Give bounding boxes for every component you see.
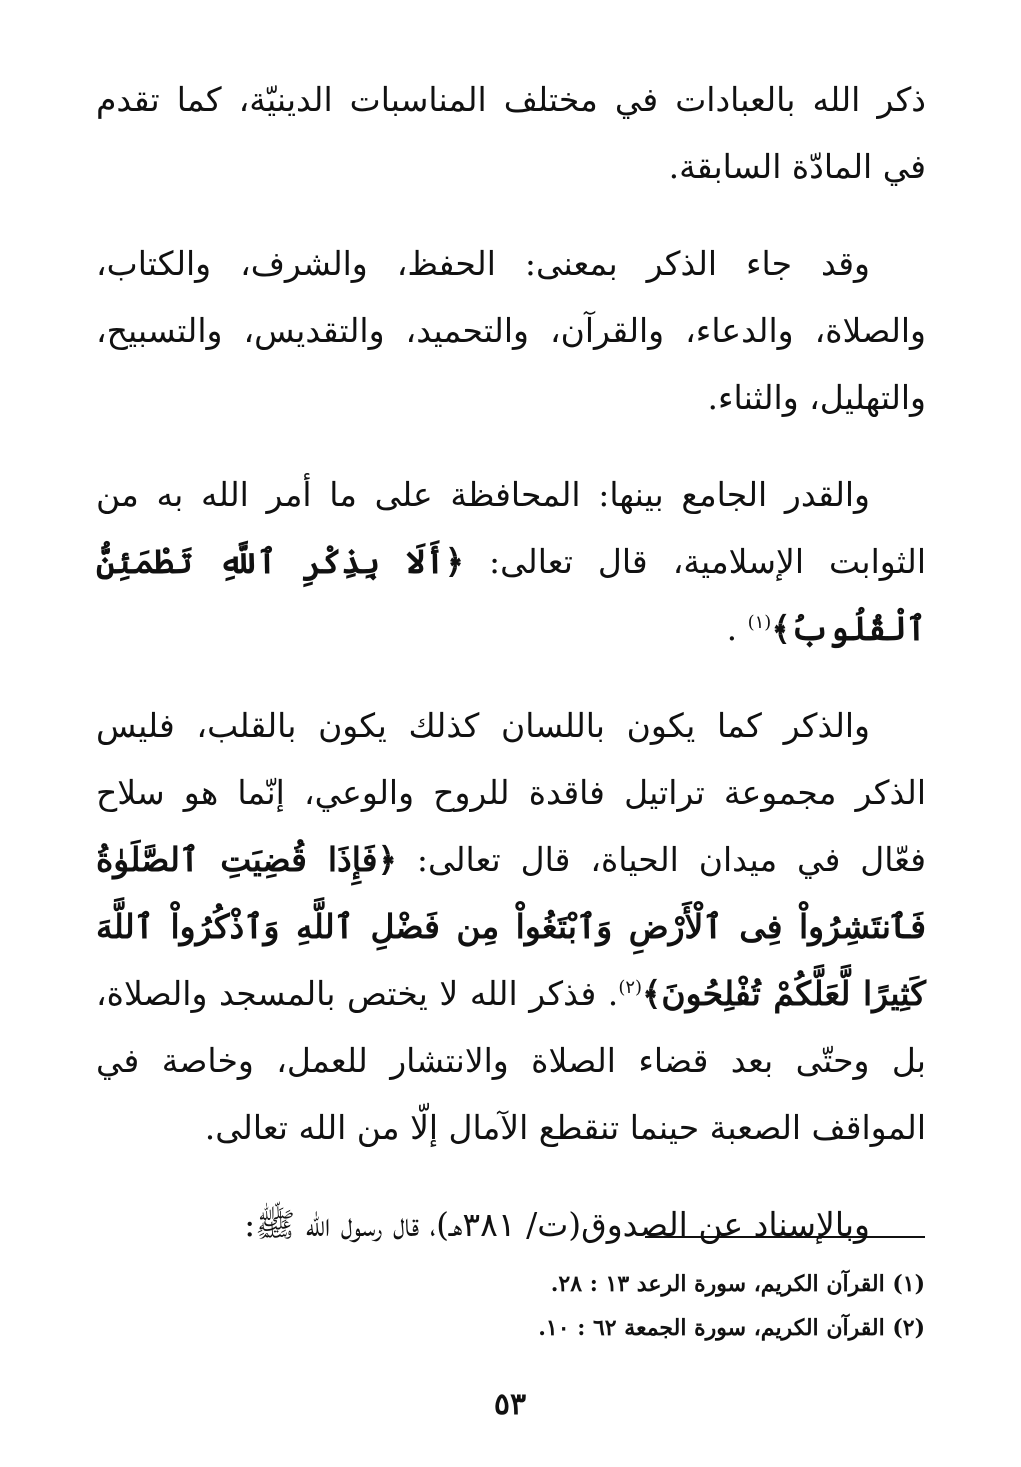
footnote-2: (٢) القرآن الكريم، سورة الجمعة ٦٢ : ١٠. xyxy=(538,1315,925,1341)
paragraph-gap xyxy=(96,662,926,692)
paragraph-2: وقد جاء الذكر بمعنى: الحفظ، والشرف، والكتاب، والصلاة، والدعاء، والقرآن، والتحميد، والتقديس، والتسبيح، والتهليل، والثناء. xyxy=(96,244,926,417)
main-text xyxy=(96,66,926,1258)
footnote-ref-2: (٢) xyxy=(618,977,643,998)
quran-verse-1: ﴿أَلَا بِذِكْرِ ٱللَّهِ تَطْمَئِنُّ ٱلْقُلُوبُ﴾ xyxy=(96,542,926,648)
paragraph-gap xyxy=(96,1161,926,1191)
paragraph-4-end: . فذكر الله لا يختص بالمسجد والصلاة، بل وحتّى بعد قضاء الصلاة والانتشار للعمل، وخاصة في المواقف الصعبة حينما تنقطع الآمال إلّا من الله تعالى. xyxy=(96,974,926,1147)
paragraph-gap xyxy=(96,200,926,230)
paragraph-5: وبالإسناد عن الصدوق(ت/ ٣٨١هـ)، قال رسول الله ﷺ: xyxy=(244,1205,870,1244)
paragraph-3-end: . xyxy=(726,609,748,648)
footnotes xyxy=(380,1262,925,1350)
paragraph-1: ذكر الله بالعبادات في مختلف المناسبات الدينيّة، كما تقدم في المادّة السابقة. xyxy=(96,80,926,186)
page-number: ٥٣ xyxy=(493,1387,527,1422)
quran-verse-2: ﴿فَإِذَا قُضِيَتِ ٱلصَّلَوٰةُ فَٱنتَشِرُواْ فِى ٱلْأَرْضِ وَٱبْتَغُواْ مِن فَضْلِ ٱللَّهِ وَٱذْكُرُواْ ٱللَّهَ كَثِيرًا لَّعَلَّكُمْ تُفْلِحُونَ﴾ xyxy=(96,840,926,1013)
paragraph-3 xyxy=(96,461,926,662)
footnote-ref-1: (١) xyxy=(747,612,772,633)
footnote-divider xyxy=(645,1236,925,1238)
footnote-1: (١) القرآن الكريم، سورة الرعد ١٣ : ٢٨. xyxy=(550,1271,925,1297)
paragraph-3-text: والقدر الجامع بينها: المحافظة على ما أمر الله به من الثوابت الإسلامية، قال تعالى: xyxy=(96,475,926,581)
paragraph-4-text: والذكر كما يكون باللسان كذلك يكون بالقلب، فليس الذكر مجموعة تراتيل فاقدة للروح والوعي، إنّما هو سلاح فعّال في ميدان الحياة، قال تعالى: xyxy=(96,706,926,879)
paragraph-gap xyxy=(96,431,926,461)
paragraph-4 xyxy=(96,692,926,1161)
